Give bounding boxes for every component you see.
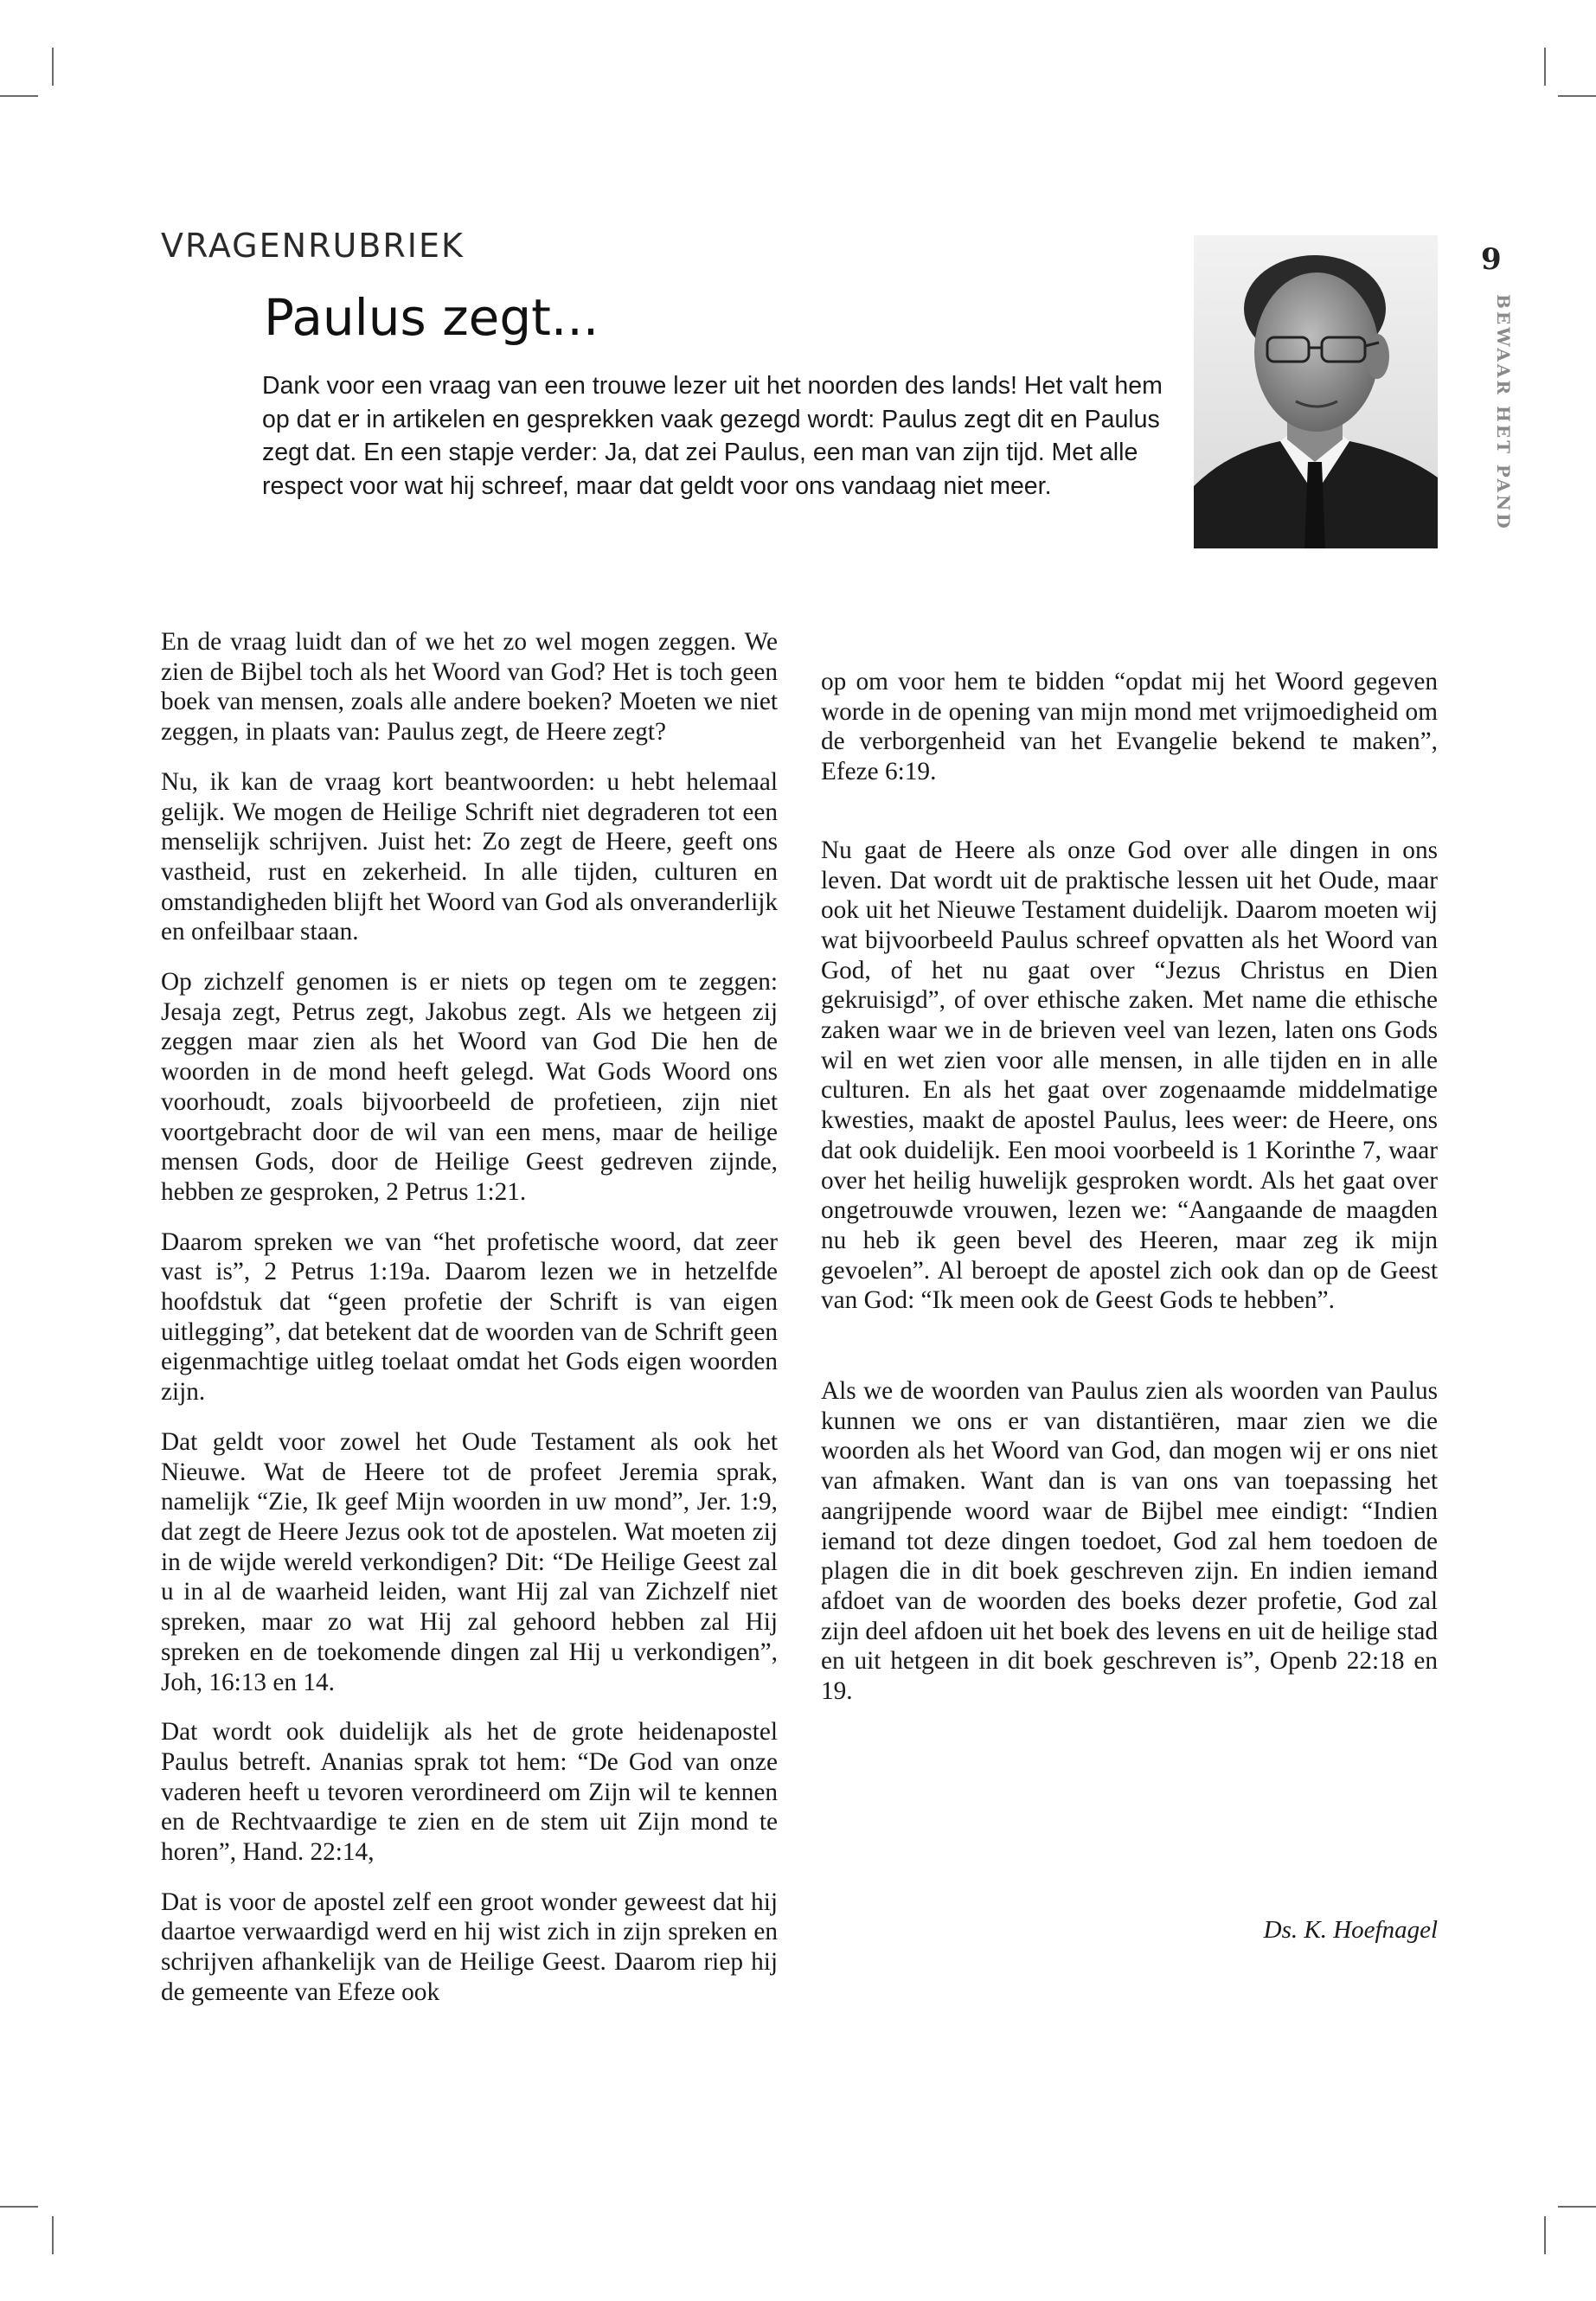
article-intro: Dank voor een vraag van een trouwe lezer uit het noorden des lands! Het valt hem op dat er in artikelen en gesprekken vaak gezegd wordt: Paulus zegt dit en Paulus zegt dat. En een stapje verder: Ja, dat zei Paulus, een man van zijn tijd. Met alle respect voor wat hij schreef, maar dat geldt voor ons vandaag niet meer. <box>262 372 1163 500</box>
author-photo <box>1194 235 1438 548</box>
paragraph: Dat wordt ook duidelijk als het de grote heidenapostel Paulus betreft. Ananias sprak tot hem: “De God van onze vaderen heeft u tevoren verordineerd om Zijn wil te kennen en de Rechtvaardige te zien en de stem uit Zijn mond te horen”, Hand. 22:14, <box>161 1718 778 1867</box>
crop-mark-bottom-right <box>1544 2216 1546 2254</box>
paragraph: Daarom spreken we van “het profetische woord, dat zeer vast is”, 2 Petrus 1:19a. Daarom lezen we in hetzelfde hoofdstuk dat “geen profetie der Schrift is van eigen uitlegging”, dat betekent dat de woorden van de Schrift geen eigenmachtige uitleg toelaat omdat het Gods eigen woorden zijn. <box>161 1227 778 1407</box>
paragraph: Nu, ik kan de vraag kort beantwoorden: u hebt helemaal gelijk. We mogen de Heilige Schrift niet degraderen tot een menselijk schrijven. Juist het: Zo zegt de Heere, geeft ons vastheid, rust en zekerheid. In alle tijden, culturen en omstandigheden blijft het Woord van God als onveranderlijk en onfeilbaar staan. <box>161 767 778 946</box>
crop-mark-bottom-left-h <box>0 2206 38 2208</box>
running-head: BEWAAR HET PAND <box>1493 294 1514 531</box>
crop-mark-top-left-h <box>0 95 38 97</box>
crop-mark-bottom-right-h <box>1558 2206 1596 2208</box>
section-rubric: VRAGENRUBRIEK <box>161 227 465 265</box>
crop-mark-bottom-left <box>52 2216 54 2254</box>
paragraph: Op zichzelf genomen is er niets op tegen om te zeggen: Jesaja zegt, Petrus zegt, Jakobus zegt. Als we hetgeen zij zeggen maar zien als het Woord van God Die hen de woorden in de mond heeft gelegd. Wat Gods Woord ons voorhoudt, zoals bijvoorbeeld de profetieen, zijn niet voortgebracht door de wil van een mens, maar de heilige mensen Gods, door de Heilige Geest gedreven zijnde, hebben ze gesproken, 2 Petrus 1:21. <box>161 968 778 1206</box>
author-signature: Ds. K. Hoefnagel <box>1263 1916 1438 1944</box>
paragraph: Nu gaat de Heere als onze God over alle dingen in ons leven. Dat wordt uit de praktische lessen uit het Oude, maar ook uit het Nieuwe Testament duidelijk. Daarom moeten wij wat bijvoorbeeld Paulus schreef opvatten als het Woord van God, of het nu gaat over “Jezus Christus en Dien gekruisigd”, of over ethische zaken. Met name die ethische zaken waar we in de brieven veel van lezen, laten ons Gods wil en wet zien voor alle mensen, in alle tijden en in alle culturen. En als het gaat over zogenaamde middelmatige kwesties, maakt de apostel Paulus, lees weer: de Heere, ons dat ook duidelijk. Een mooi voorbeeld is 1 Korinthe 7, waar over het heilig huwelijk gesproken wordt. Als het gaat over ongetrouwde vrouwen, lezen we: “Aangaande de maagden nu heb ik geen bevel des Heeren, maar zeg ik mijn gevoelen”. Al beroept de apostel zich ook dan op de Geest van God: “Ik meen ook de Geest Gods te hebben”. <box>821 836 1438 1315</box>
paragraph: Als we de woorden van Paulus zien als woorden van Paulus kunnen we ons er van distantiëren, maar zien we die woorden als het Woord van God, dan mogen wij er ons niet van afmaken. Want dan is van ons van toepassing het aangrijpende woord waar de Bijbel mee eindigt: “Indien iemand tot deze dingen toedoet, God zal hem toedoen de plagen die in dit boek geschreven zijn. En indien iemand afdoet van de woorden des boeks dezer profetie, God zal zijn deel afdoen uit het boek des levens en uit de heilige stad en uit hetgeen in dit boek geschreven is”, Openb 22:18 en 19. <box>821 1377 1438 1706</box>
paragraph: op om voor hem te bidden “opdat mij het Woord gegeven worde in de opening van mijn mond met vrijmoedigheid om de verborgenheid van het Evangelie bekend te maken”, Efeze 6:19. <box>821 668 1438 786</box>
left-column <box>161 627 778 2028</box>
crop-mark-top-left <box>52 48 54 86</box>
right-column <box>821 667 1438 1727</box>
page-number: 9 <box>1481 242 1502 277</box>
article-title: Paulus zegt... <box>264 288 599 347</box>
paragraph: Dat geldt voor zowel het Oude Testament als ook het Nieuwe. Wat de Heere tot de profeet Jeremia sprak, namelijk “Zie, Ik geef Mijn woorden in uw mond”, Jer. 1:9, dat zegt de Heere Jezus ook tot de apostelen. Wat moeten zij in de wijde wereld verkondigen? Dit: “De Heilige Geest zal u in al de waarheid leiden, want Hij zal van Zichzelf niet spreken, maar zo wat Hij zal gehoord hebben zal Hij spreken en de toekomende dingen zal Hij u verkondigen”, Joh, 16:13 en 14. <box>161 1427 778 1696</box>
paragraph: En de vraag luidt dan of we het zo wel mogen zeggen. We zien de Bijbel toch als het Woord van God? Het is toch geen boek van mensen, zoals alle andere boeken? Moeten we niet zeggen, in plaats van: Paulus zegt, de Heere zegt? <box>161 628 778 747</box>
paragraph: Dat is voor de apostel zelf een groot wonder geweest dat hij daartoe verwaardigd werd en hij wist zich in zijn spreken en schrijven afhankelijk van de Heilige Geest. Daarom riep hij de gemeente van Efeze ook <box>161 1888 778 2006</box>
crop-mark-top-right-h <box>1558 95 1596 97</box>
crop-mark-top-right <box>1544 48 1546 86</box>
